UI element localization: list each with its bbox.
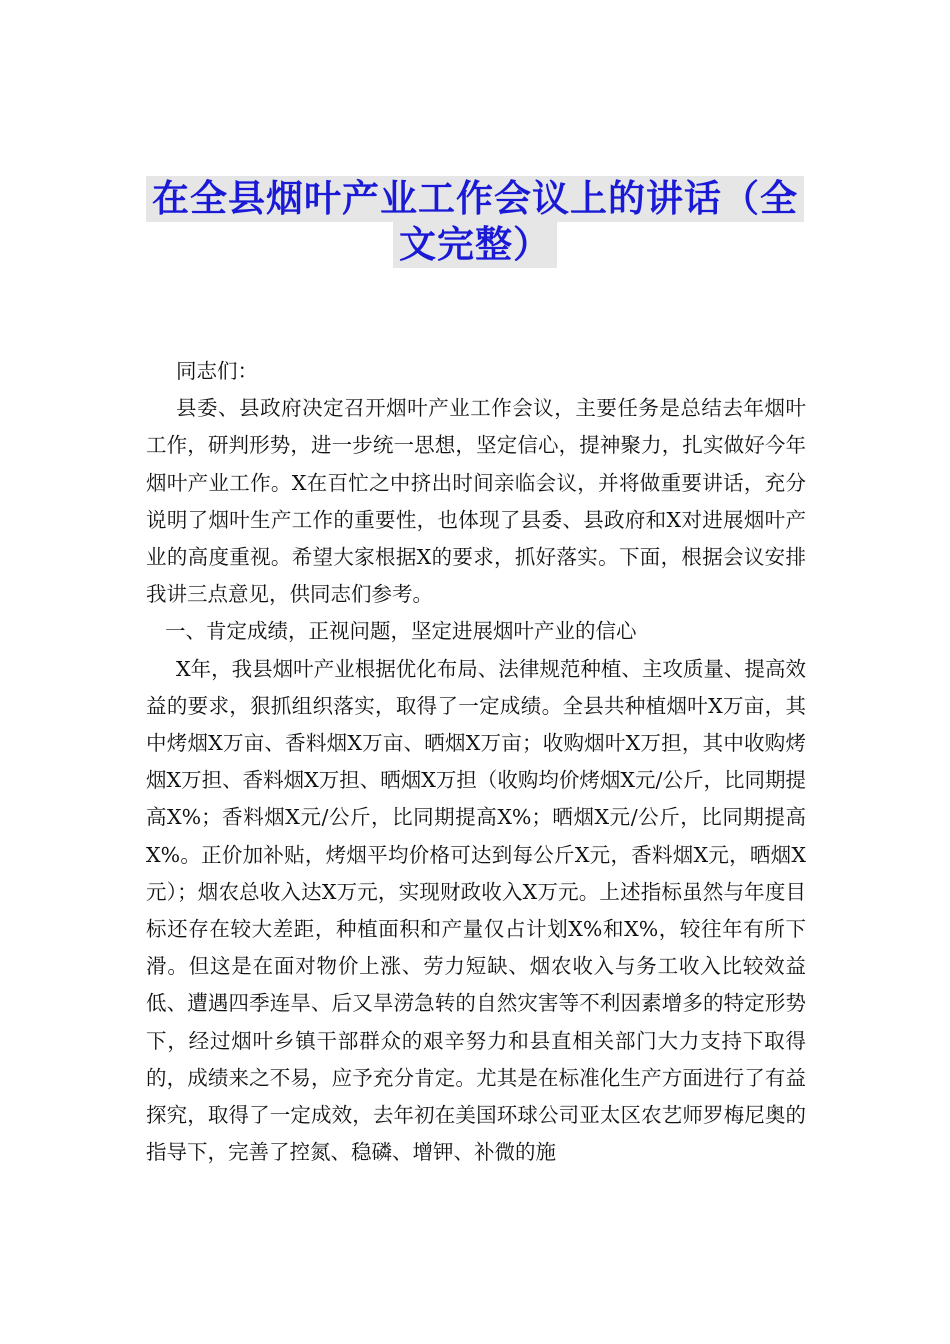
intro-paragraph: 县委、县政府决定召开烟叶产业工作会议，主要任务是总结去年烟叶工作，研判形势，进一步统一思想，坚定信心，提神聚力，扎实做好今年烟叶产业工作。X在百忙之中挤出时间亲临会议，并将做重要讲话，充分说明了烟叶生产工作的重要性，也体现了县委、县政府和X对进展烟叶产业的高度重视。希望大家根据X的要求，抓好落实。下面，根据会议安排我讲三点意见，供同志们参考。 xyxy=(146,396,806,607)
greeting: 同志们： xyxy=(176,359,258,383)
section-heading: 一、肯定成绩，正视问题，坚定进展烟叶产业的信心 xyxy=(165,619,637,644)
document-title xyxy=(140,176,810,268)
title-line-1: 在全县烟叶产业工作会议上的讲话（全 xyxy=(146,176,804,222)
section-paragraph: X年，我县烟叶产业根据优化布局、法律规范种植、主攻质量、提高效益的要求，狠抓组织落实，取得了一定成绩。全县共种植烟叶X万亩，其中烤烟X万亩、香料烟X万亩、晒烟X万亩；收购烟叶X万担，其中收购烤烟X万担、香料烟X万担、晒烟X万担（收购均价烤烟X元/公斤，比同期提高X%；香料烟X元/公斤，比同期提高X%；晒烟X元/公斤，比同期提高X%。正价加补贴，烤烟平均价格可达到每公斤X元，香料烟X元，晒烟X元）；烟农总收入达X万元，实现财政收入X万元。上述指标虽然与年度目标还存在较大差距，种植面积和产量仅占计划X%和X%，较往年有所下滑。但这是在面对物价上涨、劳力短缺、烟农收入与务工收入比较效益低、遭遇四季连旱、后又旱涝急转的自然灾害等不利因素增多的特定形势下，经过烟叶乡镇干部群众的艰辛努力和县直相关部门大力支持下取得的，成绩来之不易，应予充分肯定。尤其是在标准化生产方面进行了有益探究，取得了一定成效，去年初在美国环球公司亚太区农艺师罗梅尼奥的指导下，完善了控氮、稳磷、增钾、补微的施 xyxy=(146,656,806,1165)
title-line-2: 文完整） xyxy=(393,222,557,268)
document-body xyxy=(146,353,806,1171)
